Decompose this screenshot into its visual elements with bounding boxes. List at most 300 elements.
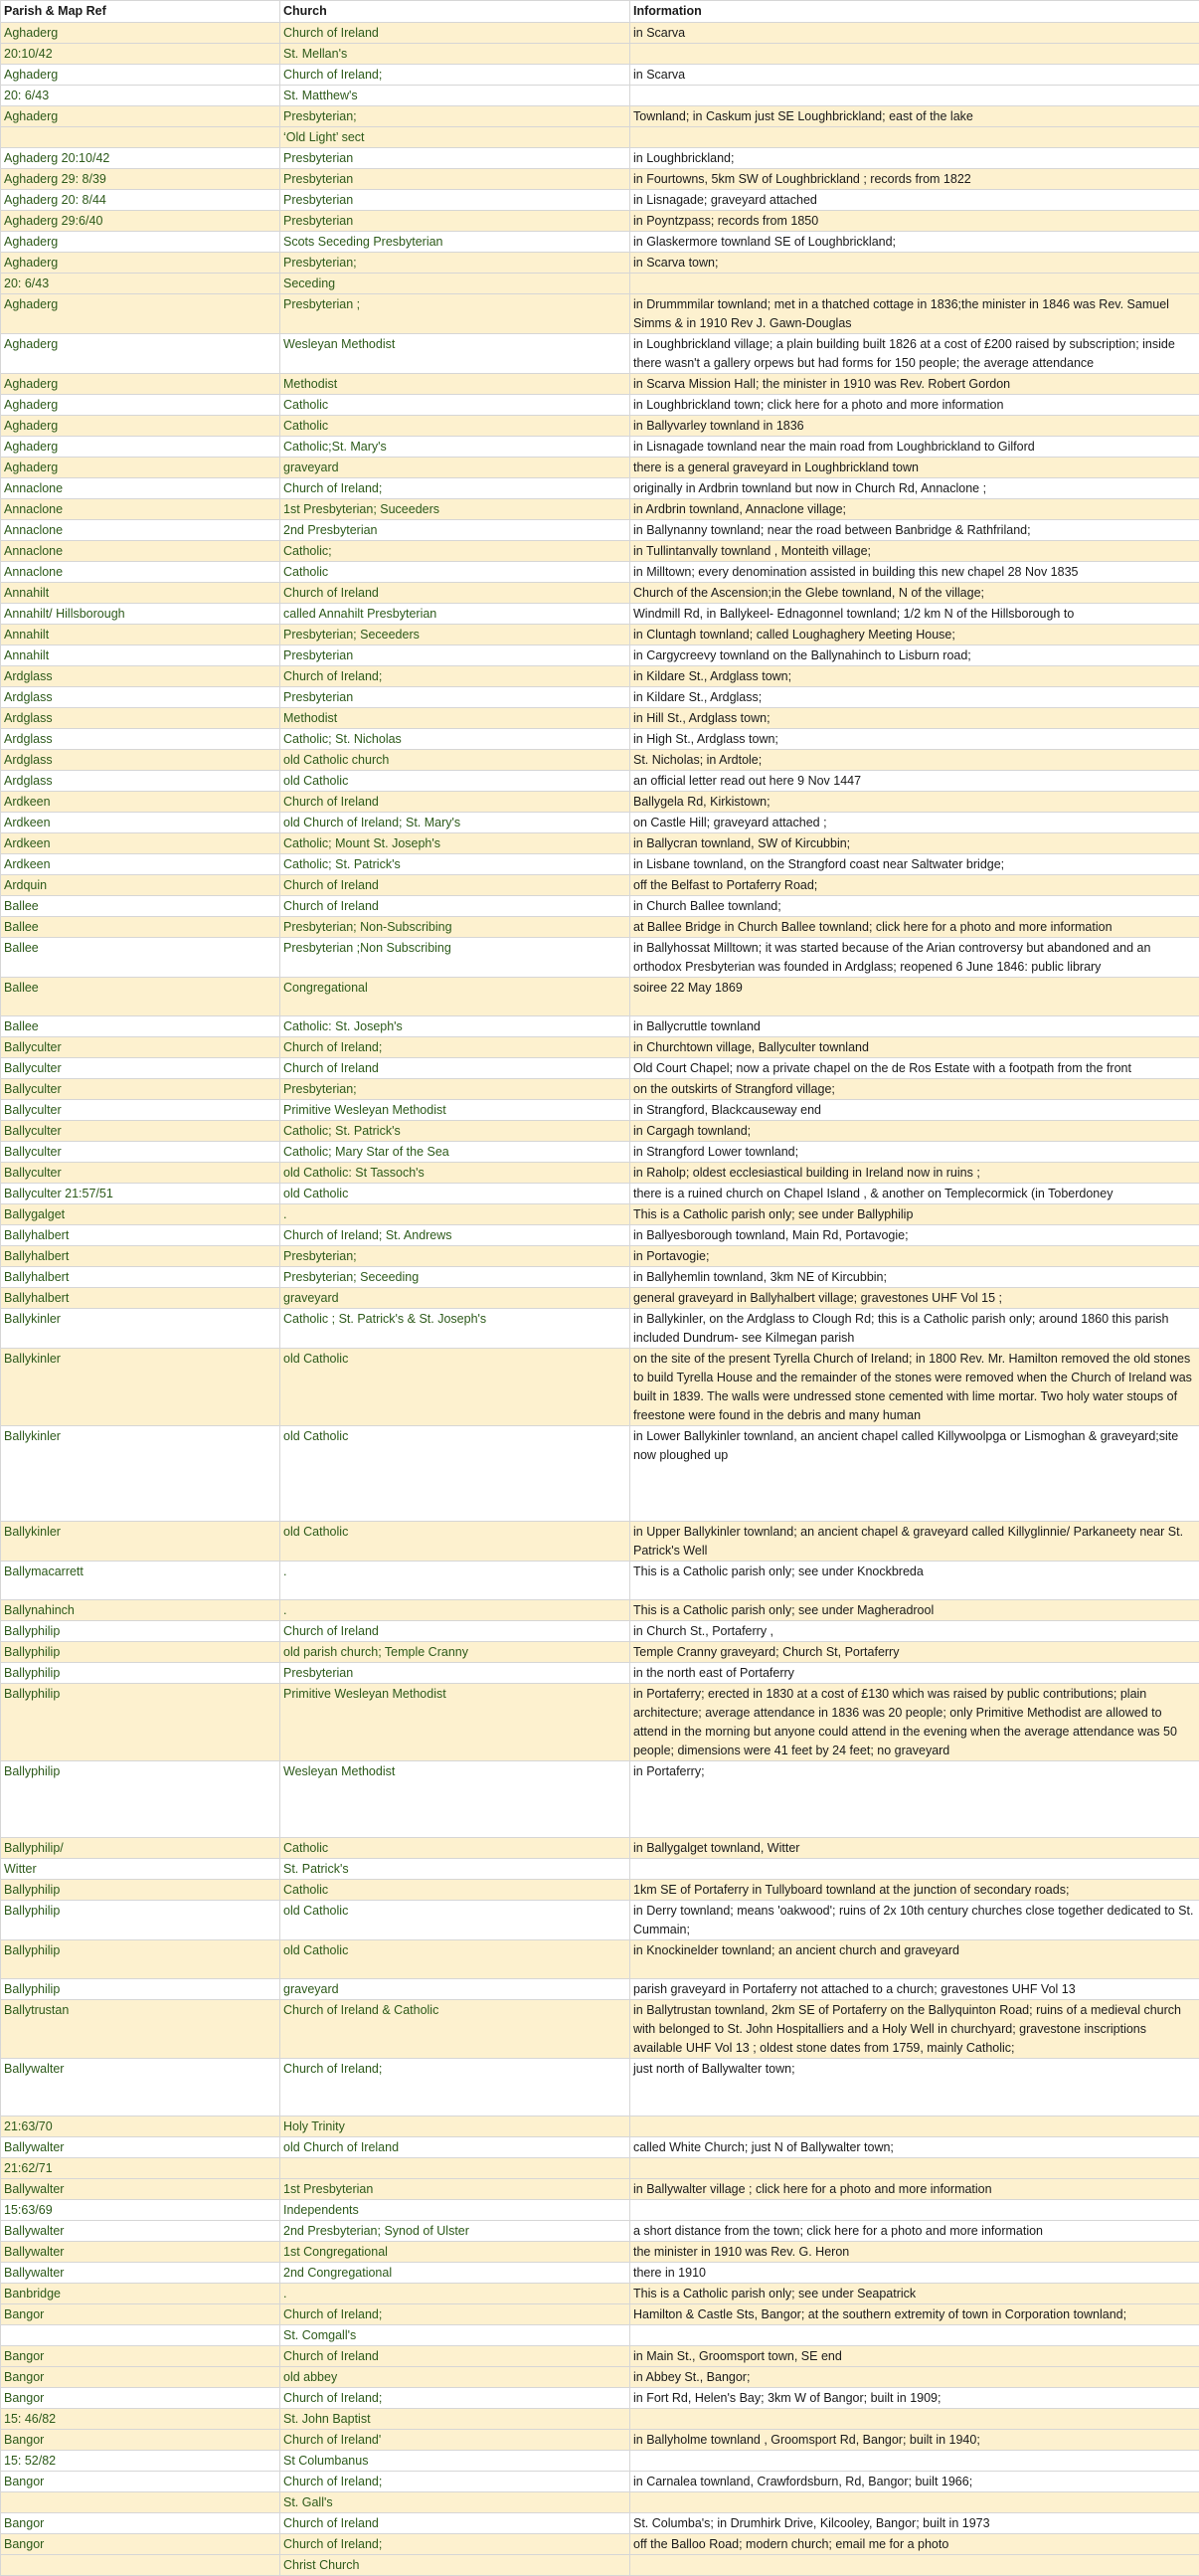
column-header-information: Information [630, 1, 1199, 23]
cell-church: Catholic ; St. Patrick's & St. Joseph's [280, 1309, 630, 1349]
cell-information: in Loughbrickland; [630, 148, 1199, 169]
cell-parish: Ballee [1, 917, 280, 938]
cell-parish: Ballywalter [1, 2059, 280, 2116]
cell-parish: Aghaderg [1, 65, 280, 86]
cell-parish: Ardglass [1, 729, 280, 750]
cell-church: Church of Ireland [280, 875, 630, 896]
table-row [1, 583, 1199, 604]
cell-parish: Ballyhalbert [1, 1246, 280, 1267]
cell-church: Presbyterian [280, 211, 630, 232]
cell-parish: Aghaderg [1, 334, 280, 374]
cell-parish: Ballyculter [1, 1142, 280, 1163]
cell-information: in Drummmilar townland; met in a thatched cottage in 1836;the minister in 1846 was Rev. Samuel Simms & in 1910 Rev J. Gawn-Douglas [630, 294, 1199, 334]
cell-parish: Ballykinler [1, 1522, 280, 1562]
cell-church: 1st Congregational [280, 2242, 630, 2263]
table-row [1, 792, 1199, 813]
cell-church: . [280, 2284, 630, 2304]
cell-parish: Bangor [1, 2534, 280, 2555]
table-row [1, 253, 1199, 274]
cell-church: Church of Ireland; [280, 2534, 630, 2555]
cell-church: old Catholic [280, 771, 630, 792]
table-row [1, 917, 1199, 938]
cell-parish: 20:10/42 [1, 44, 280, 65]
cell-information: on the site of the present Tyrella Church of Ireland; in 1800 Rev. Mr. Hamilton removed the old stones to build Tyrella House and the remainder of the stones were removed when the Church of Ireland was built in 1839. The walls were undressed stone cemented with lime mortar. Two holy water stoups of freestone were found in the debris and many human [630, 1349, 1199, 1426]
cell-church: Catholic; Mount St. Joseph's [280, 833, 630, 854]
cell-information: the minister in 1910 was Rev. G. Heron [630, 2242, 1199, 2263]
table-row [1, 374, 1199, 395]
cell-church: St. Patrick's [280, 1859, 630, 1880]
cell-church: Church of Ireland [280, 1058, 630, 1079]
table-row [1, 1880, 1199, 1901]
cell-parish: Bangor [1, 2472, 280, 2492]
table-row [1, 395, 1199, 416]
cell-church: old Catholic [280, 1184, 630, 1204]
cell-information: a short distance from the town; click here for a photo and more information [630, 2221, 1199, 2242]
cell-information: in Church St., Portaferry , [630, 1621, 1199, 1642]
cell-church: Church of Ireland; [280, 2472, 630, 2492]
cell-parish: Aghaderg [1, 458, 280, 478]
table-row [1, 604, 1199, 625]
cell-parish: Ballyhalbert [1, 1267, 280, 1288]
cell-information: off the Belfast to Portaferry Road; [630, 875, 1199, 896]
cell-parish: Aghaderg [1, 232, 280, 253]
table-row [1, 232, 1199, 253]
cell-information: This is a Catholic parish only; see under Magheradrool [630, 1600, 1199, 1621]
cell-church: Primitive Wesleyan Methodist [280, 1684, 630, 1761]
table-row [1, 1079, 1199, 1100]
cell-church: old Catholic [280, 1940, 630, 1979]
table-row [1, 1859, 1199, 1880]
table-row [1, 625, 1199, 645]
cell-information: in Church Ballee townland; [630, 896, 1199, 917]
cell-information: in Lisbane townland, on the Strangford coast near Saltwater bridge; [630, 854, 1199, 875]
cell-parish: Annahilt [1, 583, 280, 604]
cell-church: Church of Ireland [280, 2513, 630, 2534]
table-row [1, 833, 1199, 854]
cell-church: Presbyterian [280, 645, 630, 666]
table-row [1, 2472, 1199, 2492]
cell-parish: Ballee [1, 896, 280, 917]
table-row [1, 2137, 1199, 2158]
table-row [1, 2409, 1199, 2430]
cell-information: in Kildare St., Ardglass; [630, 687, 1199, 708]
table-row [1, 2367, 1199, 2388]
cell-church: Catholic [280, 395, 630, 416]
cell-parish: Ballykinler [1, 1349, 280, 1426]
cell-information [630, 2555, 1199, 2576]
column-header-church: Church [280, 1, 630, 23]
cell-information: in Hill St., Ardglass town; [630, 708, 1199, 729]
table-row [1, 1522, 1199, 1562]
cell-parish: Ardglass [1, 771, 280, 792]
cell-information: in Lower Ballykinler townland, an ancient chapel called Killywoolpga or Lismoghan & graveyard;site now ploughed up [630, 1426, 1199, 1522]
table-row [1, 750, 1199, 771]
table-row [1, 169, 1199, 190]
cell-church: St. John Baptist [280, 2409, 630, 2430]
cell-information: in Ballyholme townland , Groomsport Rd, Bangor; built in 1940; [630, 2430, 1199, 2451]
table-row [1, 666, 1199, 687]
cell-parish: Ballyculter [1, 1037, 280, 1058]
table-row [1, 416, 1199, 437]
cell-church: Methodist [280, 708, 630, 729]
cell-church: old abbey [280, 2367, 630, 2388]
cell-church: Catholic; Mary Star of the Sea [280, 1142, 630, 1163]
cell-information: general graveyard in Ballyhalbert village; gravestones UHF Vol 15 ; [630, 1288, 1199, 1309]
cell-church: graveyard [280, 1288, 630, 1309]
cell-information: Ballygela Rd, Kirkistown; [630, 792, 1199, 813]
table-row [1, 1309, 1199, 1349]
table-row [1, 978, 1199, 1016]
table-row [1, 1600, 1199, 1621]
cell-parish: Ballywalter [1, 2242, 280, 2263]
cell-information [630, 86, 1199, 106]
cell-parish: Ballyphilip [1, 1642, 280, 1663]
cell-parish: Aghaderg [1, 23, 280, 44]
table-row [1, 562, 1199, 583]
cell-church: Church of Ireland [280, 1621, 630, 1642]
cell-church [280, 2158, 630, 2179]
table-row [1, 1121, 1199, 1142]
cell-parish: Ballyculter [1, 1100, 280, 1121]
cell-church: old Catholic [280, 1901, 630, 1940]
cell-church: Methodist [280, 374, 630, 395]
cell-information [630, 2200, 1199, 2221]
table-row [1, 771, 1199, 792]
cell-parish [1, 2555, 280, 2576]
cell-information: in Ballycran townland, SW of Kircubbin; [630, 833, 1199, 854]
table-row [1, 2304, 1199, 2325]
cell-parish: Ardglass [1, 750, 280, 771]
cell-information [630, 2409, 1199, 2430]
table-row [1, 854, 1199, 875]
table-row [1, 1642, 1199, 1663]
cell-parish: Ballyhalbert [1, 1288, 280, 1309]
table-row [1, 2555, 1199, 2576]
cell-church: Congregational [280, 978, 630, 1016]
table-row [1, 520, 1199, 541]
cell-information: in Loughbrickland village; a plain building built 1826 at a cost of £200 raised by subscription; inside there wasn't a gallery orpews but had forms for 150 people; the average attendance [630, 334, 1199, 374]
cell-parish: Ballyphilip [1, 1621, 280, 1642]
cell-church: Presbyterian; [280, 106, 630, 127]
cell-information: in Ballyesborough townland, Main Rd, Portavogie; [630, 1225, 1199, 1246]
cell-information: in Churchtown village, Ballyculter townland [630, 1037, 1199, 1058]
cell-parish: Annaclone [1, 499, 280, 520]
cell-information: in Ballynanny townland; near the road between Banbridge & Rathfriland; [630, 520, 1199, 541]
cell-information: in Strangford, Blackcauseway end [630, 1100, 1199, 1121]
cell-parish: Ardglass [1, 687, 280, 708]
cell-parish: Ballyphilip [1, 1901, 280, 1940]
cell-information: in Scarva Mission Hall; the minister in 1910 was Rev. Robert Gordon [630, 374, 1199, 395]
cell-church: 2nd Congregational [280, 2263, 630, 2284]
cell-information: in Cargagh townland; [630, 1121, 1199, 1142]
cell-parish: Aghaderg [1, 395, 280, 416]
table-row [1, 106, 1199, 127]
cell-church: Catholic;St. Mary's [280, 437, 630, 458]
cell-parish: Ballyphilip [1, 1940, 280, 1979]
cell-information: in Kildare St., Ardglass town; [630, 666, 1199, 687]
cell-parish: Bangor [1, 2304, 280, 2325]
cell-parish: Ballytrustan [1, 2000, 280, 2059]
cell-information: in Strangford Lower townland; [630, 1142, 1199, 1163]
cell-parish: Ballyculter [1, 1058, 280, 1079]
cell-information: in Derry townland; means 'oakwood'; ruins of 2x 10th century churches close together dedicated to St. Cummain; [630, 1901, 1199, 1940]
table-row [1, 478, 1199, 499]
table-row [1, 1225, 1199, 1246]
table-row [1, 729, 1199, 750]
cell-parish: Ballywalter [1, 2179, 280, 2200]
cell-parish: 15:63/69 [1, 2200, 280, 2221]
cell-church: Church of Ireland; St. Andrews [280, 1225, 630, 1246]
cell-information: in Fort Rd, Helen's Bay; 3km W of Bangor; built in 1909; [630, 2388, 1199, 2409]
cell-church: Catholic; [280, 541, 630, 562]
cell-information: there is a ruined church on Chapel Island , & another on Templecormick (in Toberdoney [630, 1184, 1199, 1204]
cell-church: Catholic [280, 562, 630, 583]
table-row [1, 938, 1199, 978]
cell-church: Presbyterian [280, 1663, 630, 1684]
table-row [1, 2158, 1199, 2179]
cell-church: Church of Ireland; [280, 666, 630, 687]
cell-church: Presbyterian; Seceeders [280, 625, 630, 645]
cell-parish: Ballyculter [1, 1121, 280, 1142]
cell-church: Catholic: St. Joseph's [280, 1016, 630, 1037]
table-row [1, 2116, 1199, 2137]
cell-information: soiree 22 May 1869 [630, 978, 1199, 1016]
cell-information [630, 274, 1199, 294]
cell-parish: Ballee [1, 938, 280, 978]
table-row [1, 2451, 1199, 2472]
cell-information: in Scarva town; [630, 253, 1199, 274]
table-row [1, 2430, 1199, 2451]
cell-parish: Annaclone [1, 478, 280, 499]
cell-information: in Abbey St., Bangor; [630, 2367, 1199, 2388]
cell-church: Wesleyan Methodist [280, 334, 630, 374]
table-row [1, 2388, 1199, 2409]
table-row [1, 2513, 1199, 2534]
table-row [1, 1901, 1199, 1940]
cell-parish: Ardkeen [1, 833, 280, 854]
cell-information: in Portavogie; [630, 1246, 1199, 1267]
cell-information: on Castle Hill; graveyard attached ; [630, 813, 1199, 833]
cell-information [630, 1859, 1199, 1880]
cell-information: Old Court Chapel; now a private chapel on the de Ros Estate with a footpath from the front [630, 1058, 1199, 1079]
cell-information: in Knockinelder townland; an ancient church and graveyard [630, 1940, 1199, 1979]
table-row [1, 2000, 1199, 2059]
cell-parish: Ballyculter [1, 1163, 280, 1184]
cell-parish: Ballynahinch [1, 1600, 280, 1621]
cell-church: Presbyterian [280, 169, 630, 190]
cell-information: This is a Catholic parish only; see under Ballyphilip [630, 1204, 1199, 1225]
cell-information: in High St., Ardglass town; [630, 729, 1199, 750]
cell-information [630, 2451, 1199, 2472]
cell-parish: Aghaderg [1, 253, 280, 274]
cell-information: St. Nicholas; in Ardtole; [630, 750, 1199, 771]
cell-church: old parish church; Temple Cranny [280, 1642, 630, 1663]
cell-church: old Catholic [280, 1426, 630, 1522]
cell-parish: 20: 6/43 [1, 86, 280, 106]
cell-information: This is a Catholic parish only; see under Knockbreda [630, 1562, 1199, 1600]
table-row [1, 86, 1199, 106]
cell-parish: 21:62/71 [1, 2158, 280, 2179]
cell-church: ‘Old Light’ sect [280, 127, 630, 148]
cell-church: Catholic [280, 1838, 630, 1859]
cell-church: . [280, 1204, 630, 1225]
cell-church: Church of Ireland; [280, 65, 630, 86]
cell-parish: Aghaderg 20:10/42 [1, 148, 280, 169]
cell-information: in Ballycruttle townland [630, 1016, 1199, 1037]
cell-information: in Raholp; oldest ecclesiastical building in Ireland now in ruins ; [630, 1163, 1199, 1184]
table-row [1, 708, 1199, 729]
table-row [1, 896, 1199, 917]
cell-church: Christ Church [280, 2555, 630, 2576]
cell-information: parish graveyard in Portaferry not attached to a church; gravestones UHF Vol 13 [630, 1979, 1199, 2000]
cell-church: Catholic; St. Patrick's [280, 854, 630, 875]
cell-church: Presbyterian; [280, 1246, 630, 1267]
cell-parish: Ballywalter [1, 2221, 280, 2242]
cell-parish: Annahilt [1, 645, 280, 666]
cell-information: Temple Cranny graveyard; Church St, Portaferry [630, 1642, 1199, 1663]
cell-parish: Ballyculter 21:57/51 [1, 1184, 280, 1204]
cell-parish: Bangor [1, 2513, 280, 2534]
cell-church: old Catholic [280, 1522, 630, 1562]
cell-information: in Poyntzpass; records from 1850 [630, 211, 1199, 232]
table-row [1, 2284, 1199, 2304]
cell-parish: Aghaderg 20: 8/44 [1, 190, 280, 211]
cell-parish: Aghaderg [1, 416, 280, 437]
cell-parish [1, 2492, 280, 2513]
table-row [1, 274, 1199, 294]
cell-church: Presbyterian; [280, 253, 630, 274]
table-row [1, 1204, 1199, 1225]
cell-information: This is a Catholic parish only; see under Seapatrick [630, 2284, 1199, 2304]
table-body [1, 23, 1199, 2576]
cell-parish: 15: 46/82 [1, 2409, 280, 2430]
cell-church: Church of Ireland [280, 583, 630, 604]
cell-information: in Portaferry; erected in 1830 at a cost of £130 which was raised by public contributions; plain architecture; average attendance in 1836 was 20 people; only Primitive Methodist are allowed to attend in the morning but anyone could attend in the evening when the average attendance was 50 people; dimensions were 41 feet by 24 feet; no graveyard [630, 1684, 1199, 1761]
cell-information: originally in Ardbrin townland but now in Church Rd, Annaclone ; [630, 478, 1199, 499]
cell-parish: Ardglass [1, 708, 280, 729]
cell-information: an official letter read out here 9 Nov 1447 [630, 771, 1199, 792]
table-row [1, 334, 1199, 374]
cell-parish: Ballygalget [1, 1204, 280, 1225]
table-row [1, 1349, 1199, 1426]
cell-church: St Columbanus [280, 2451, 630, 2472]
cell-information: on the outskirts of Strangford village; [630, 1079, 1199, 1100]
cell-parish: Ballyphilip [1, 1684, 280, 1761]
cell-church: Presbyterian ;Non Subscribing [280, 938, 630, 978]
cell-parish: 20: 6/43 [1, 274, 280, 294]
cell-church: Church of Ireland & Catholic [280, 2000, 630, 2059]
cell-information: in Lisnagade; graveyard attached [630, 190, 1199, 211]
table-row [1, 294, 1199, 334]
cell-information: in Upper Ballykinler townland; an ancient chapel & graveyard called Killyglinnie/ Parkaneety near St. Patrick's Well [630, 1522, 1199, 1562]
cell-parish [1, 2325, 280, 2346]
cell-parish: Annaclone [1, 541, 280, 562]
cell-parish: Ballyphilip [1, 1880, 280, 1901]
cell-parish: Ballykinler [1, 1309, 280, 1349]
table-row [1, 1246, 1199, 1267]
cell-church: Presbyterian; [280, 1079, 630, 1100]
cell-church: Seceding [280, 274, 630, 294]
table-row [1, 437, 1199, 458]
cell-information: called White Church; just N of Ballywalter town; [630, 2137, 1199, 2158]
table-row [1, 127, 1199, 148]
cell-information: 1km SE of Portaferry in Tullyboard townland at the junction of secondary roads; [630, 1880, 1199, 1901]
cell-church: St. Gall's [280, 2492, 630, 2513]
cell-information [630, 2492, 1199, 2513]
cell-parish: 15: 52/82 [1, 2451, 280, 2472]
cell-parish: Bangor [1, 2388, 280, 2409]
table-row [1, 875, 1199, 896]
table-row [1, 211, 1199, 232]
table-row [1, 2492, 1199, 2513]
cell-church: old Catholic [280, 1349, 630, 1426]
cell-church: Scots Seceding Presbyterian [280, 232, 630, 253]
cell-church: Church of Ireland [280, 2346, 630, 2367]
cell-information: off the Balloo Road; modern church; email me for a photo [630, 2534, 1199, 2555]
table-row [1, 1426, 1199, 1522]
table-row [1, 1562, 1199, 1600]
cell-church: . [280, 1562, 630, 1600]
cell-information: in Glaskermore townland SE of Loughbrickland; [630, 232, 1199, 253]
cell-information: just north of Ballywalter town; [630, 2059, 1199, 2116]
column-header-parish: Parish & Map Ref [1, 1, 280, 23]
table-row [1, 1016, 1199, 1037]
table-row [1, 1142, 1199, 1163]
cell-parish: Ballywalter [1, 2263, 280, 2284]
table-row [1, 2179, 1199, 2200]
table-row [1, 65, 1199, 86]
table-row [1, 2221, 1199, 2242]
cell-information: there in 1910 [630, 2263, 1199, 2284]
cell-information: in Lisnagade townland near the main road from Loughbrickland to Gilford [630, 437, 1199, 458]
table-row [1, 2325, 1199, 2346]
table-row [1, 2242, 1199, 2263]
cell-church: Catholic; St. Nicholas [280, 729, 630, 750]
table-row [1, 1184, 1199, 1204]
cell-parish: Ardkeen [1, 813, 280, 833]
cell-church: Church of Ireland [280, 23, 630, 44]
table-row [1, 1288, 1199, 1309]
cell-parish: Annahilt [1, 625, 280, 645]
table-row [1, 148, 1199, 169]
table-row [1, 1761, 1199, 1838]
cell-parish: Aghaderg [1, 374, 280, 395]
cell-parish: Bangor [1, 2430, 280, 2451]
cell-parish: Witter [1, 1859, 280, 1880]
cell-parish: Bangor [1, 2367, 280, 2388]
cell-parish: Bangor [1, 2346, 280, 2367]
cell-parish: Ardquin [1, 875, 280, 896]
table-row [1, 2534, 1199, 2555]
cell-church: Church of Ireland; [280, 2059, 630, 2116]
table-row [1, 458, 1199, 478]
cell-parish: Aghaderg [1, 437, 280, 458]
table-row [1, 687, 1199, 708]
cell-information: in Ballyvarley townland in 1836 [630, 416, 1199, 437]
cell-church: Presbyterian [280, 687, 630, 708]
cell-church: Presbyterian [280, 148, 630, 169]
cell-information: Windmill Rd, in Ballykeel- Ednagonnel townland; 1/2 km N of the Hillsborough to [630, 604, 1199, 625]
cell-parish: Ardkeen [1, 792, 280, 813]
cell-church: St. Comgall's [280, 2325, 630, 2346]
cell-church: Church of Ireland [280, 792, 630, 813]
cell-parish: Ballee [1, 1016, 280, 1037]
cell-information: at Ballee Bridge in Church Ballee townland; click here for a photo and more information [630, 917, 1199, 938]
cell-information: in Portaferry; [630, 1761, 1199, 1838]
cell-information: in Fourtowns, 5km SW of Loughbrickland ; records from 1822 [630, 169, 1199, 190]
cell-parish: Aghaderg 29: 8/39 [1, 169, 280, 190]
cell-parish: Ballykinler [1, 1426, 280, 1522]
